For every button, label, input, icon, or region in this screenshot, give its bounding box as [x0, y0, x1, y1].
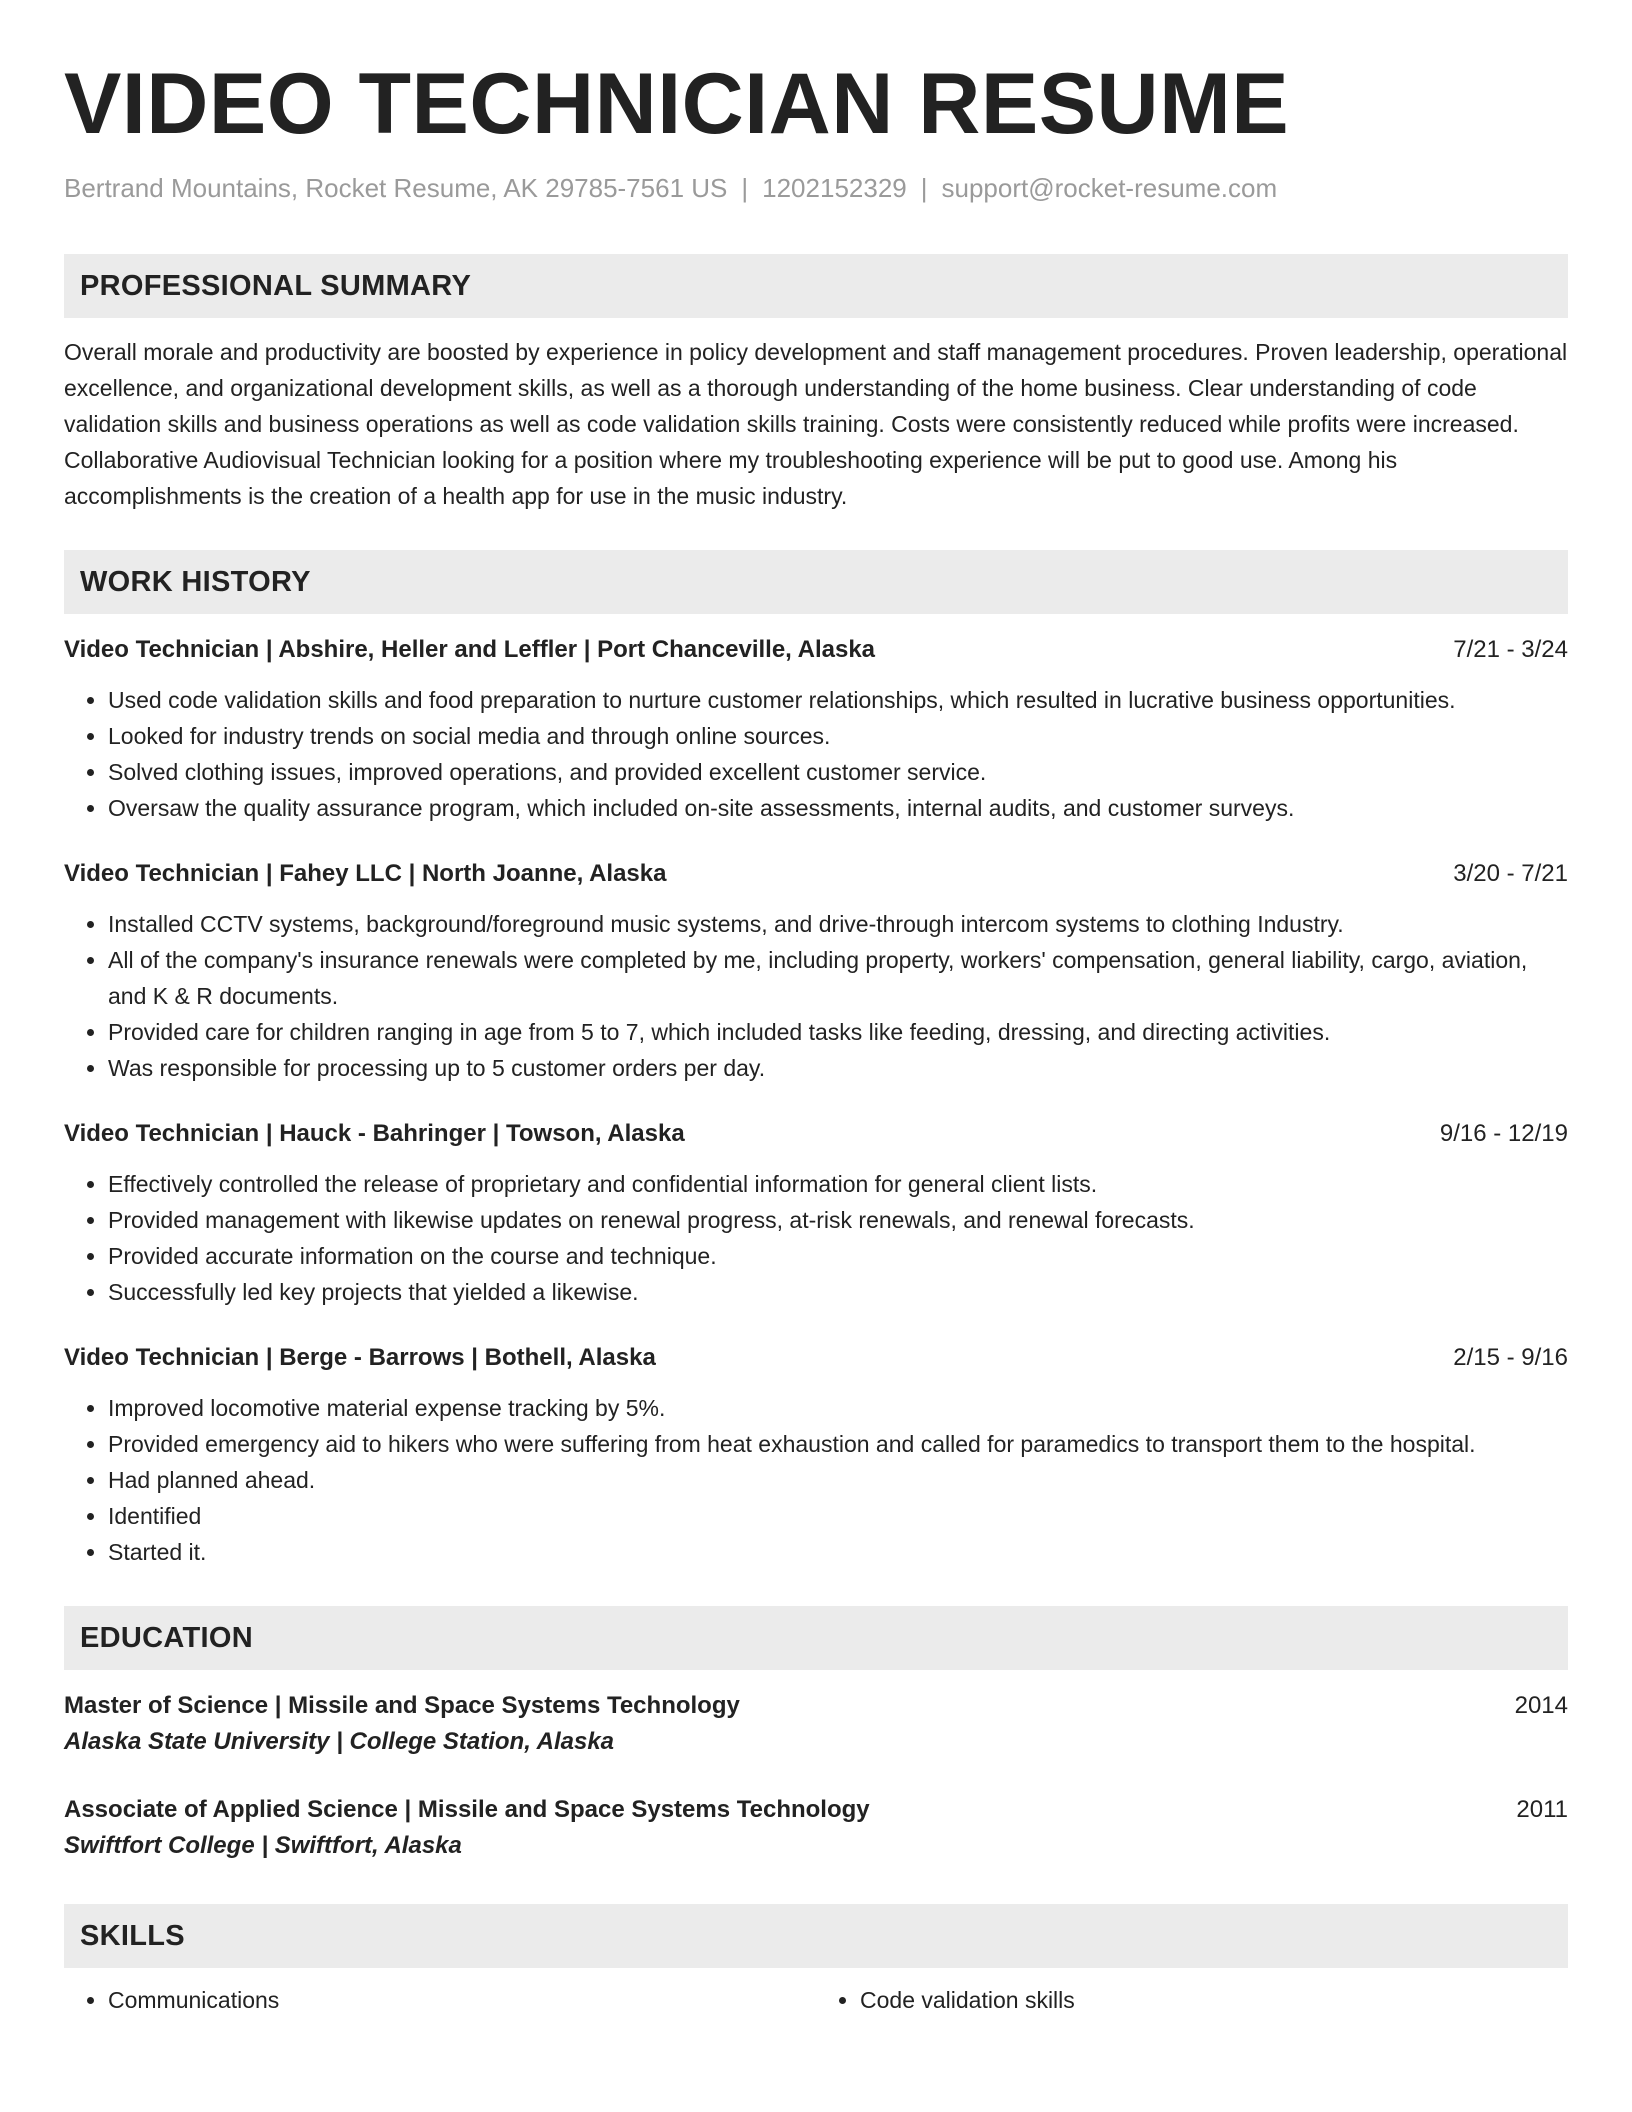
job-bullets [64, 906, 1568, 1086]
education-entry [64, 1792, 1568, 1864]
section-header-skills: SKILLS [64, 1904, 1568, 1968]
job-bullet: • Installed CCTV systems, background/foreground music systems, and drive-through intercom systems to clothing Industry. [108, 906, 1568, 942]
education-school: Swiftfort College | Swiftfort, Alaska [64, 1832, 462, 1859]
job-bullet: • Provided management with likewise updates on renewal progress, at-risk renewals, and renewal forecasts. [108, 1202, 1568, 1238]
job-bullets [64, 1166, 1568, 1310]
job-heading: Video Technician | Abshire, Heller and Leffler | Port Chanceville, Alaska [64, 636, 876, 663]
job-heading: Video Technician | Berge - Barrows | Bothell, Alaska [64, 1344, 656, 1371]
job-bullet: • Provided emergency aid to hikers who were suffering from heat exhaustion and called for paramedics to transport them to the hospital. [108, 1426, 1568, 1462]
job-bullet: • Identified [108, 1498, 1568, 1534]
education-year: 2014 [1514, 1692, 1568, 1719]
education-degree: Associate of Applied Science | Missile and Space Systems Technology [64, 1796, 870, 1823]
resume-title: VIDEO TECHNICIAN RESUME [64, 56, 1290, 152]
skill-item: • Communications [108, 1982, 816, 2018]
job-bullet: • Improved locomotive material expense tracking by 5%. [108, 1390, 1568, 1426]
contact-email: support@rocket-resume.com [941, 173, 1278, 203]
job-bullet: • Solved clothing issues, improved operations, and provided excellent customer service. [108, 754, 1568, 790]
contact-line [64, 172, 1568, 204]
skill-item: • Code validation skills [860, 1982, 1568, 2018]
contact-separator: | [920, 173, 928, 203]
contact-phone: 1202152329 [762, 173, 907, 203]
job-bullet: • Looked for industry trends on social media and through online sources. [108, 718, 1568, 754]
skills-column-left [64, 1982, 816, 2018]
education-year: 2011 [1516, 1796, 1568, 1823]
job-dates: 7/21 - 3/24 [1453, 636, 1568, 663]
job-entry [64, 1116, 1568, 1310]
job-entry [64, 856, 1568, 1086]
job-bullet: • Had planned ahead. [108, 1462, 1568, 1498]
job-dates: 9/16 - 12/19 [1439, 1120, 1568, 1147]
job-bullet: • Provided accurate information on the course and technique. [108, 1238, 1568, 1274]
job-bullet: • Started it. [108, 1534, 1568, 1570]
skills-list [64, 1982, 1568, 2018]
job-dates: 2/15 - 9/16 [1453, 1344, 1568, 1371]
job-entry [64, 632, 1568, 826]
job-dates: 3/20 - 7/21 [1453, 860, 1568, 887]
summary-text: Overall morale and productivity are boosted by experience in policy development and staff management procedures. Proven leadership, operational excellence, and organizational development skills, as well as a thorough understanding of the home business. Clear understanding of code validation skills and business operations as well as code validation skills training. Costs were consistently reduced while profits were increased. Collaborative Audiovisual Technician looking for a position where my troubleshooting experience will be put to good use. Among his accomplishments is the creation of a health app for use in the music industry. [64, 339, 1568, 509]
job-heading: Video Technician | Hauck - Bahringer | Towson, Alaska [64, 1120, 685, 1147]
job-bullet: • Effectively controlled the release of proprietary and confidential information for general client lists. [108, 1166, 1568, 1202]
job-heading: Video Technician | Fahey LLC | North Joanne, Alaska [64, 860, 667, 887]
job-bullet: • Provided care for children ranging in age from 5 to 7, which included tasks like feeding, dressing, and directing activities. [108, 1014, 1568, 1050]
contact-separator: | [741, 173, 749, 203]
education-degree: Master of Science | Missile and Space Systems Technology [64, 1692, 740, 1719]
job-entry [64, 1340, 1568, 1570]
job-bullet: • Used code validation skills and food preparation to nurture customer relationships, which resulted in lucrative business opportunities. [108, 682, 1568, 718]
job-bullet: • All of the company's insurance renewals were completed by me, including property, workers' compensation, general liability, cargo, aviation, and K & R documents. [108, 942, 1568, 1014]
job-bullets [64, 682, 1568, 826]
job-bullet: • Oversaw the quality assurance program, which included on-site assessments, internal audits, and customer surveys. [108, 790, 1568, 826]
job-bullets [64, 1390, 1568, 1570]
job-bullet: • Was responsible for processing up to 5 customer orders per day. [108, 1050, 1568, 1086]
section-header-education: EDUCATION [64, 1606, 1568, 1670]
section-header-summary: PROFESSIONAL SUMMARY [64, 254, 1568, 318]
section-header-work-history: WORK HISTORY [64, 550, 1568, 614]
education-school: Alaska State University | College Station, Alaska [64, 1728, 615, 1755]
skills-column-right [816, 1982, 1568, 2018]
job-bullet: • Successfully led key projects that yielded a likewise. [108, 1274, 1568, 1310]
contact-address: Bertrand Mountains, Rocket Resume, AK 29785-7561 US [64, 173, 728, 203]
education-entry [64, 1688, 1568, 1760]
